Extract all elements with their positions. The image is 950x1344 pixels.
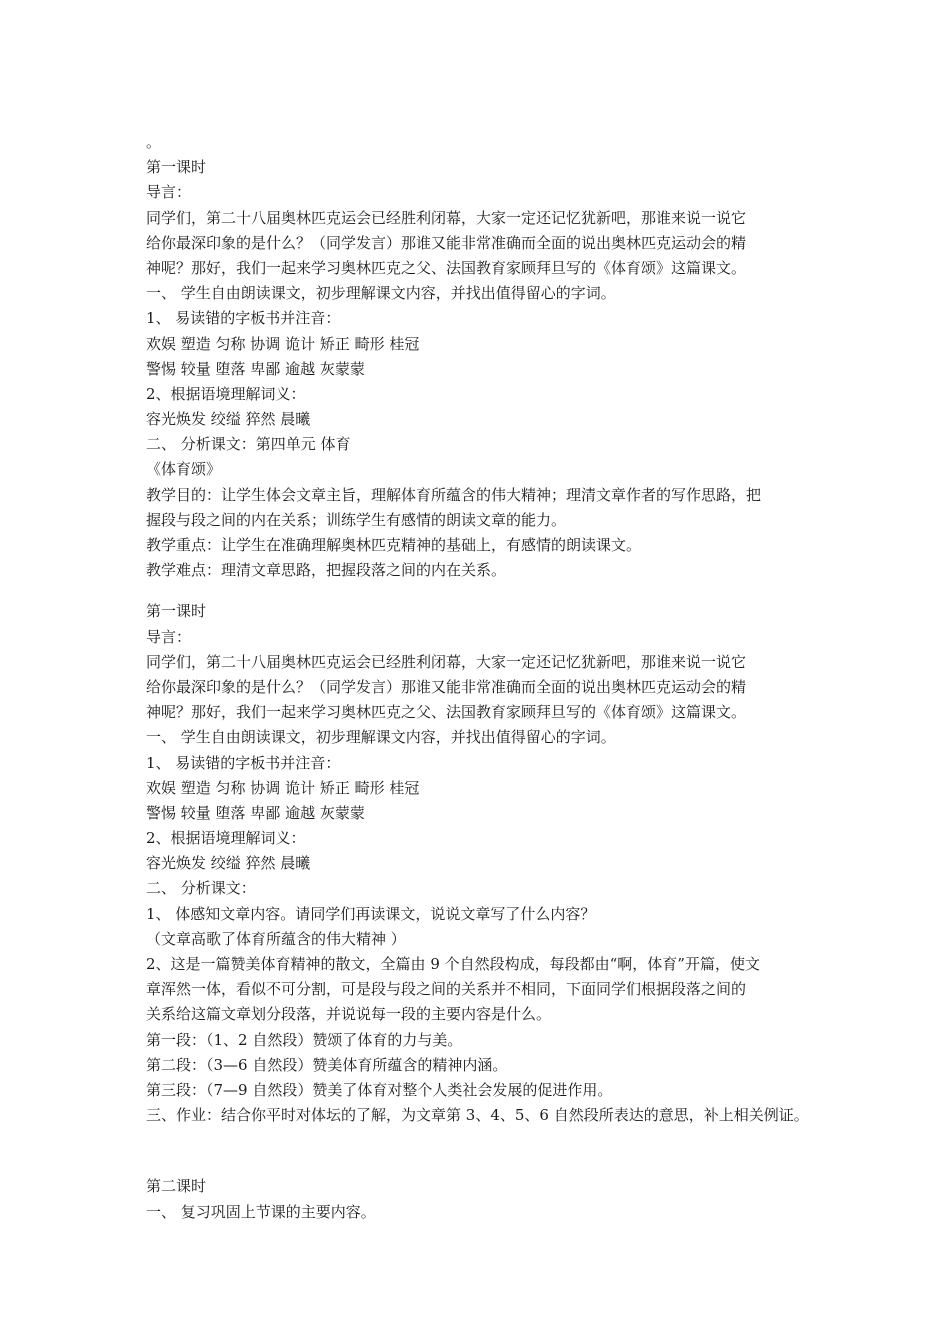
vocab-line: 欢娱 塑造 匀称 协调 诡计 矫正 畸形 桂冠 [146, 778, 420, 797]
step-two: 二、 分析课文：第四单元 体育 [146, 435, 351, 454]
sub-item-one-answer: （文章高歌了体育所蕴含的伟大精神 ） [146, 929, 406, 948]
spacer [146, 583, 826, 599]
step-one: 一、 复习巩固上节课的主要内容。 [146, 1202, 376, 1221]
intro-label: 导言： [146, 627, 192, 646]
paragraph-part-two: 第二段：（3—6 自然段）赞美体育所蕴含的精神内涵。 [146, 1055, 508, 1074]
teaching-difficulty: 教学难点：理清文章思路，把握段落之间的内在关系。 [146, 561, 507, 580]
item-two: 2、根据语境理解词义： [146, 384, 306, 403]
step-one: 一、 学生自由朗读课文，初步理解课文内容，并找出值得留心的字词。 [146, 728, 616, 747]
sub-item-two-line: 章浑然一体，看似不可分割，可是段与段之间的关系并不相同，下面同学们根据段落之间的 [146, 980, 747, 999]
vocab-line: 警惕 较量 堕落 卑鄙 逾越 灰蒙蒙 [146, 359, 365, 378]
intro-paragraph-line: 同学们，第二十八届奥林匹克运会已经胜利闭幕，大家一定还记忆犹新吧，那谁来说一说它 [146, 652, 747, 671]
intro-paragraph-line: 神呢？那好，我们一起来学习奥林匹克之父、法国教育家顾拜旦写的《体育颂》这篇课文。 [146, 258, 747, 277]
teaching-goal-line: 握段与段之间的内在关系；训练学生有感情的朗读文章的能力。 [146, 510, 567, 529]
spacer [146, 1128, 826, 1174]
step-two: 二、 分析课文： [146, 879, 256, 898]
intro-paragraph-line: 同学们，第二十八届奥林匹克运会已经胜利闭幕，大家一定还记忆犹新吧，那谁来说一说它 [146, 208, 747, 227]
item-two: 2、根据语境理解词义： [146, 829, 306, 848]
paragraph-part-one: 第一段：（1、2 自然段）赞颂了体育的力与美。 [146, 1030, 463, 1049]
lesson-heading-1: 第一课时 [146, 158, 207, 177]
teaching-focus: 教学重点：让学生在准确理解奥林匹克精神的基础上，有感情的朗读课文。 [146, 536, 642, 554]
item-one: 1、 易读错的字板书并注音： [146, 753, 341, 772]
intro-paragraph-line: 给你最深印象的是什么？（同学发言）那谁又能非常准确而全面的说出奥林匹克运动会的精 [146, 233, 747, 252]
vocab-line: 容光焕发 绞缢 猝然 晨曦 [146, 410, 311, 429]
text-title: 《体育颂》 [146, 460, 222, 479]
item-one: 1、 易读错的字板书并注音： [146, 309, 341, 328]
lesson-heading-3: 第二课时 [146, 1177, 207, 1196]
vocab-line: 警惕 较量 堕落 卑鄙 逾越 灰蒙蒙 [146, 803, 365, 822]
homework: 三、作业：结合你平时对体坛的了解，为文章第 3、4、5、6 自然段所表达的意思，补上相关例证。 [146, 1106, 809, 1125]
leading-dot: 。 [146, 133, 162, 151]
paragraph-part-three: 第三段：（7—9 自然段）赞美了体育对整个人类社会发展的促进作用。 [146, 1080, 613, 1099]
intro-label: 导言： [146, 183, 192, 202]
step-one: 一、 学生自由朗读课文，初步理解课文内容，并找出值得留心的字词。 [146, 284, 616, 303]
teaching-goal-line: 教学目的：让学生体会文章主旨，理解体育所蕴含的伟大精神；理清文章作者的写作思路，把 [146, 485, 762, 504]
sub-item-one: 1、 体感知文章内容。请同学们再读课文，说说文章写了什么内容？ [146, 904, 596, 923]
document-body [146, 130, 826, 1225]
vocab-line: 容光焕发 绞缢 猝然 晨曦 [146, 854, 311, 873]
intro-paragraph-line: 神呢？那好，我们一起来学习奥林匹克之父、法国教育家顾拜旦写的《体育颂》这篇课文。 [146, 703, 747, 722]
sub-item-two-line: 关系给这篇文章划分段落，并说说每一段的主要内容是什么。 [146, 1005, 552, 1024]
vocab-line: 欢娱 塑造 匀称 协调 诡计 矫正 畸形 桂冠 [146, 334, 420, 353]
intro-paragraph-line: 给你最深印象的是什么？（同学发言）那谁又能非常准确而全面的说出奥林匹克运动会的精 [146, 677, 747, 696]
lesson-heading-2: 第一课时 [146, 602, 207, 621]
sub-item-two-line: 2、这是一篇赞美体育精神的散文，全篇由 9 个自然段构成，每段都由“啊，体育”开篇，使文 [146, 955, 760, 973]
